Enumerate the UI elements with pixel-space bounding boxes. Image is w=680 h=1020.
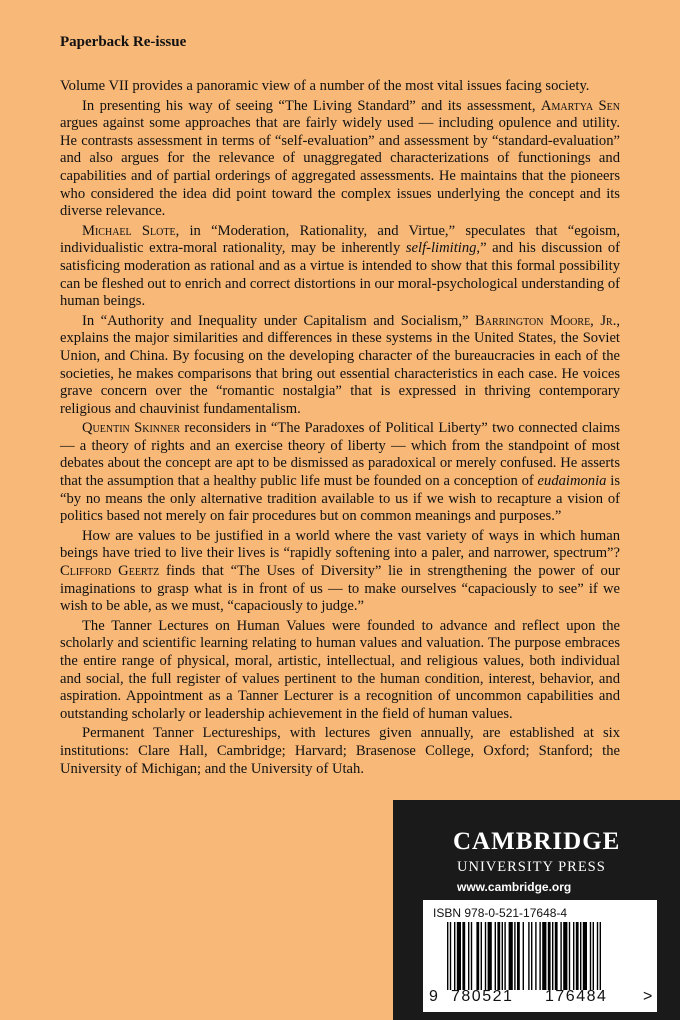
author-name: Amartya Sen <box>540 97 620 114</box>
author-name: Clifford Geertz <box>60 563 160 580</box>
barcode-bars-icon <box>447 922 643 990</box>
edition-heading: Paperback Re-issue <box>60 34 187 50</box>
publisher-logo-name: CAMBRIDGE <box>453 828 621 855</box>
blurb-body <box>60 78 620 780</box>
isbn-label: ISBN 978-0-521-17648-4 <box>433 906 568 920</box>
publisher-panel <box>393 800 680 1020</box>
paragraph-slote: Michael Slote, in “Moderation, Rationality, and Virtue,” speculates that “egoism, individualistic extra-moral rationality, may be inherently self-limiting,” and his discussion of satisficing moderation as rational and as a virtue is intended to show that this formal possibility can be fleshed out to enrich and correct distortions in our moral-psychological understanding of human beings. <box>60 222 620 310</box>
publisher-logo-sub: UNIVERSITY PRESS <box>457 859 606 875</box>
barcode: ISBN 978-0-521-17648-4 9 780521 176484 > <box>423 900 657 1012</box>
paragraph-intro: Volume VII provides a panoramic view of a number of the most vital issues facing society. <box>60 78 590 94</box>
author-name: Quentin Skinner <box>82 420 181 437</box>
author-name: Barrington Moore, Jr. <box>475 312 617 329</box>
paragraph-geertz: How are values to be justified in a world where the vast variety of ways in which human beings have tried to live their lives is “rapidly softening into a paler, and narrower, spectrum”? Clifford Geertz finds that “The Uses of Diversity” lie in strengthening the power of our imaginations to grasp what is in front of us — to make ourselves “capaciously to see” if we wish to be able, as we must, “capaciously to judge.” <box>60 527 620 615</box>
author-name: Michael Slote <box>82 222 176 239</box>
paragraph-sen: In presenting his way of seeing “The Living Standard” and its assessment, Amartya Sen argues against some approaches that are fairly widely used — including opulence and utility. He contrasts assessment in terms of “self-evaluation” and assessment by “standard-evaluation” and also argues for the relevance of unaggregated characterizations of functionings and capabilities and of partial orderings of aggregated assessments. He maintains that the pioneers who considered the idea did point toward the complex issues underlying the concept and its diverse relevance. <box>60 97 620 220</box>
paragraph-tanner: The Tanner Lectures on Human Values were founded to advance and reflect upon the scholarly and scientific learning relating to human values and valuation. The purpose embraces the entire range of physical, moral, artistic, intellectual, and religious values, both individual and social, the full register of values pertinent to the human condition, interest, behavior, and aspiration. Appointment as a Tanner Lecturer is a recognition of uncommon capabilities and outstanding scholarly or leadership achievement in the field of human values. <box>60 617 620 722</box>
paragraph-skinner: Quentin Skinner reconsiders in “The Paradoxes of Political Liberty” two connected claims — a theory of rights and an exercise theory of liberty — which from the standpoint of most debates about the concept are apt to be dismissed as paradoxical or merely confused. He asserts that the assumption that a healthy public life must be founded on a conception of eudaimonia is “by no means the only alternative tradition available to us if we wish to recapture a vision of politics based not merely on fair procedures but on common meanings and purposes.” <box>60 420 621 525</box>
publisher-website: www.cambridge.org <box>457 880 572 894</box>
paragraph-lectureships: Permanent Tanner Lectureships, with lectures given annually, are established at six institutions: Clare Hall, Cambridge; Harvard; Brasenose College, Oxford; Stanford; the University of Michigan; and the University of Utah. <box>60 725 620 777</box>
paragraph-moore: In “Authority and Inequality under Capitalism and Socialism,” Barrington Moore, Jr., explains the major similarities and differences in these systems in the United States, the Soviet Union, and China. By focusing on the developing character of the bureaucracies in each of the societies, he makes comparisons that bring out essential characteristics in each case. He voices grave concern over the “romantic nostalgia” that is expressed in thriving contemporary religious and chauvinist fundamentalism. <box>60 312 620 417</box>
